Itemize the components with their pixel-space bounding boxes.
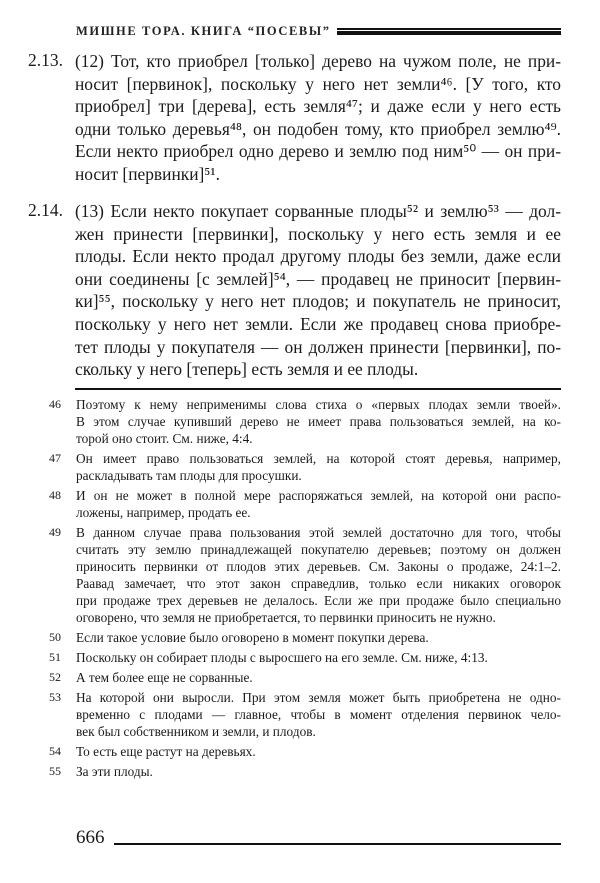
footnote-number: 50 xyxy=(49,630,61,644)
footnote-text xyxy=(76,487,561,521)
footnote-number: 51 xyxy=(49,650,61,664)
text-line: Раавад замечает, что этот закон справедлив, только если никаких оговорок xyxy=(76,576,561,591)
footnotes xyxy=(0,396,600,783)
text-line: они соединены [с землей]⁵⁴, — продавец не приносит [первин- xyxy=(75,268,561,289)
page-footer xyxy=(76,828,561,848)
text-line: (13) Если некто покупает сорванные плоды⁵² и землю⁵³ — дол- xyxy=(75,201,561,221)
text-line: Он имеет право пользоваться землей, на которой стоят деревья, например, xyxy=(76,451,561,466)
text-line: ложены, например, продать ее. xyxy=(76,505,251,520)
footnote-number: 49 xyxy=(49,525,61,539)
footnote xyxy=(0,524,600,626)
text-line: Если некто приобрел одно дерево и землю под ним⁵⁰ — он при- xyxy=(75,141,561,162)
text-line: тет плоды у покупателя — он должен принести [первинки], по- xyxy=(75,336,561,357)
paragraph-body xyxy=(75,200,561,381)
footnote-number: 47 xyxy=(49,451,61,465)
footnote-number: 52 xyxy=(49,670,61,684)
text-line: носит [первинок], поскольку у него нет земли⁴⁶. [У того, кто xyxy=(75,73,561,94)
footnote xyxy=(0,629,600,646)
footnote-number: 48 xyxy=(49,488,61,502)
text-line: На которой они выросли. При этом земля может быть приобретена не одно- xyxy=(76,690,561,705)
footnote xyxy=(0,743,600,760)
paragraph-body xyxy=(75,50,561,186)
footnote xyxy=(0,689,600,740)
footnote xyxy=(0,450,600,484)
text-line: Поэтому к нему неприменимы слова стиха о «первых плодах земли твоей». xyxy=(76,397,561,412)
footnote xyxy=(0,669,600,686)
text-line: раскладывать там плоды для просушки. xyxy=(76,468,302,483)
text-line: приносить первинки от плодов этих деревьев. См. Законы о продаже, 24:1–2. xyxy=(76,559,561,574)
footnote-number: 53 xyxy=(49,690,61,704)
header-rule xyxy=(337,28,561,35)
footnote-text xyxy=(76,396,561,447)
footnote-text xyxy=(76,763,561,780)
text-line: приобрел] три [дерева], есть земля⁴⁷; и даже если у него есть xyxy=(75,96,561,117)
footnote xyxy=(0,763,600,780)
text-line: В этом случае купивший дерево не имеет права пользоваться землей, на ко- xyxy=(76,414,561,429)
footer-rule xyxy=(114,843,562,845)
footnote-text xyxy=(76,629,561,646)
page-number: 666 xyxy=(76,827,105,848)
text-line: (12) Тот, кто приобрел [только] дерево на чужом поле, не при- xyxy=(75,51,561,71)
footnote-separator xyxy=(75,388,561,390)
text-line: оговорено, что земля не приобретается, то первинки приносить не нужно. xyxy=(76,610,496,625)
text-line: торой оно стоит. См. ниже, 4:4. xyxy=(76,431,253,446)
text-line: носит [первинки]⁵¹. xyxy=(75,163,220,184)
text-line: при продаже трех деревьев не делалось. Если же при продаже было специально xyxy=(76,593,561,608)
footnote-number: 55 xyxy=(49,764,61,778)
text-line: И он не может в полной мере распоряжаться землей, на которой они распо- xyxy=(76,488,561,503)
footnote-number: 54 xyxy=(49,744,61,758)
footnote-number: 46 xyxy=(49,397,61,411)
text-line: считать эту землю принадлежащей покупателю деревьев; поэтому он должен xyxy=(76,542,561,557)
footnote-text xyxy=(76,689,561,740)
footnote-text xyxy=(76,669,561,686)
paragraph-number: 2.13. xyxy=(28,50,63,70)
text-line: скольку у него [теперь] есть земля и ее плоды. xyxy=(75,359,419,380)
text-line: ки]⁵⁵, поскольку у него нет плодов; и покупатель не приносит, xyxy=(75,291,561,312)
footnote xyxy=(0,487,600,521)
text-line: А тем более еще не сорванные. xyxy=(76,670,253,685)
text-line: век был собственником и земли, и плодов. xyxy=(76,724,316,739)
text-line: Если такое условие было оговорено в момент покупки дерева. xyxy=(76,630,429,645)
text-line: В данном случае права пользования этой землей достаточно для того, чтобы xyxy=(76,525,561,540)
text-line: Поскольку он собирает плоды с выросшего на его земле. См. ниже, 4:13. xyxy=(76,650,488,665)
text-line: За эти плоды. xyxy=(76,764,153,779)
footnote-text xyxy=(76,524,561,626)
footnote-text xyxy=(76,743,561,760)
text-line: одни только деревья⁴⁸, он подобен тому, кто приобрел землю⁴⁹. xyxy=(75,118,561,139)
footnote-text xyxy=(76,450,561,484)
running-header-title: МИШНЕ ТОРА. КНИГА “ПОСЕВЫ” xyxy=(76,24,331,38)
text-line: плоды. Если некто продал другому плоды без земли, даже если xyxy=(75,246,561,267)
footnote xyxy=(0,649,600,666)
running-header xyxy=(76,24,561,39)
paragraph-number: 2.14. xyxy=(28,200,63,220)
text-line: поскольку у него нет земли. Если же продавец снова приобре- xyxy=(75,313,561,334)
footnote-text xyxy=(76,649,561,666)
text-line: То есть еще растут на деревьях. xyxy=(76,744,256,759)
text-line: временно с плодами — главное, чтобы в момент отделения первинок чело- xyxy=(76,707,561,722)
text-line: жен принести [первинки], поскольку у него есть земля и ее xyxy=(75,223,561,244)
footnote xyxy=(0,396,600,447)
